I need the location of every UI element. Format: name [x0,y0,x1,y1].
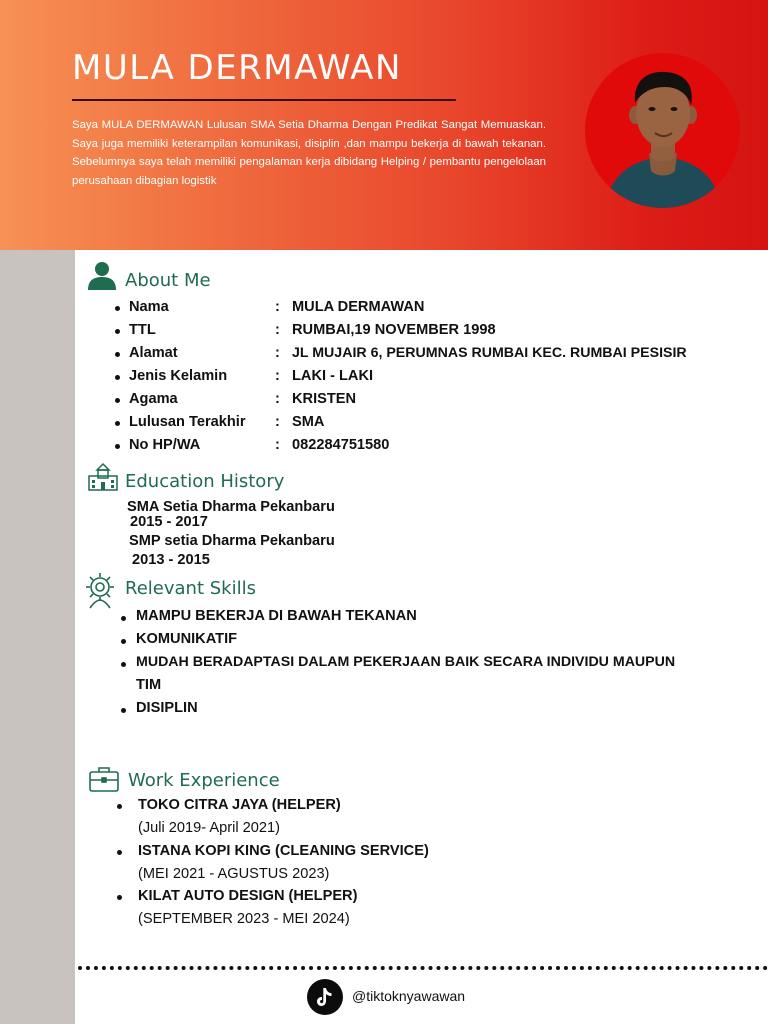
bullet [115,398,120,403]
about-value: RUMBAI,19 NOVEMBER 1998 [292,322,496,338]
bullet [121,639,126,644]
briefcase-icon [88,765,120,798]
bullet [115,329,120,334]
work-role: KILAT AUTO DESIGN (HELPER) [138,888,358,904]
tiktok-handle[interactable]: @tiktoknyawawan [352,988,466,1004]
bullet [121,708,126,713]
about-separator: : [275,345,280,361]
about-separator: : [275,322,280,338]
about-me-title: About Me [125,270,211,291]
about-label: Alamat [129,345,178,361]
education-years: 2013 - 2015 [132,552,210,568]
skill-item: DISIPLIN [136,700,198,716]
about-separator: : [275,414,280,430]
about-label: Lulusan Terakhir [129,414,246,430]
profile-photo [585,53,740,208]
about-separator: : [275,437,280,453]
bullet [115,421,120,426]
about-label: Jenis Kelamin [129,368,228,384]
full-name: MULA DERMAWAN [72,48,402,88]
work-period: (SEPTEMBER 2023 - MEI 2024) [138,911,350,927]
work-role: ISTANA KOPI KING (CLEANING SERVICE) [138,843,429,859]
about-separator: : [275,368,280,384]
school-building-icon [87,462,119,497]
skill-item-continued: TIM [136,677,162,693]
name-underline [72,99,456,101]
about-value: 082284751580 [292,437,390,453]
bullet [121,616,126,621]
about-value: LAKI - LAKI [292,368,374,384]
about-value: SMA [292,414,325,430]
education-school: SMA Setia Dharma Pekanbaru [127,499,335,515]
profile-summary: Saya MULA DERMAWAN Lulusan SMA Setia Dharma Dengan Predikat Sangat Memuaskan. Saya juga memiliki keterampilan komunikasi, disiplin ,dan mampu bekerja di bawah tekanan. Sebelumnya saya telah memiliki pengalaman kerja dibidang Helping / pembantu pengelolaan perusahaan dibagian logistik [72,119,546,187]
education-years: 2015 - 2017 [130,514,208,530]
bullet [117,850,122,855]
skill-item: KOMUNIKATIF [136,631,238,647]
about-separator: : [275,391,280,407]
person-photo-icon [585,53,740,208]
bullet [115,306,120,311]
about-label: TTL [129,322,156,338]
about-value: KRISTEN [292,391,357,407]
work-period: (Juli 2019- April 2021) [138,820,280,836]
skill-item: MUDAH BERADAPTASI DALAM PEKERJAAN BAIK SECARA INDIVIDU MAUPUN [136,654,676,670]
footer-divider [78,966,768,970]
work-role: TOKO CITRA JAYA (HELPER) [138,797,341,813]
work-title: Work Experience [128,770,280,791]
left-sidebar [0,250,75,1024]
gear-icon [82,570,118,615]
about-label: No HP/WA [129,437,201,453]
education-school: SMP setia Dharma Pekanbaru [129,533,335,549]
about-separator: : [275,299,280,315]
bullet [117,804,122,809]
bullet [115,375,120,380]
skills-title: Relevant Skills [125,578,256,599]
header-banner [0,0,768,250]
bullet [115,352,120,357]
skill-item: MAMPU BEKERJA DI BAWAH TEKANAN [136,608,417,624]
person-icon [86,260,118,297]
bullet [117,895,122,900]
work-period: (MEI 2021 - AGUSTUS 2023) [138,866,330,882]
education-title: Education History [125,471,285,492]
bullet [121,662,126,667]
about-label: Nama [129,299,169,315]
about-value: JL MUJAIR 6, PERUMNAS RUMBAI KEC. RUMBAI PESISIR [292,345,687,361]
about-label: Agama [129,391,178,407]
tiktok-icon[interactable] [307,979,343,1015]
bullet [115,444,120,449]
about-value: MULA DERMAWAN [292,299,425,315]
